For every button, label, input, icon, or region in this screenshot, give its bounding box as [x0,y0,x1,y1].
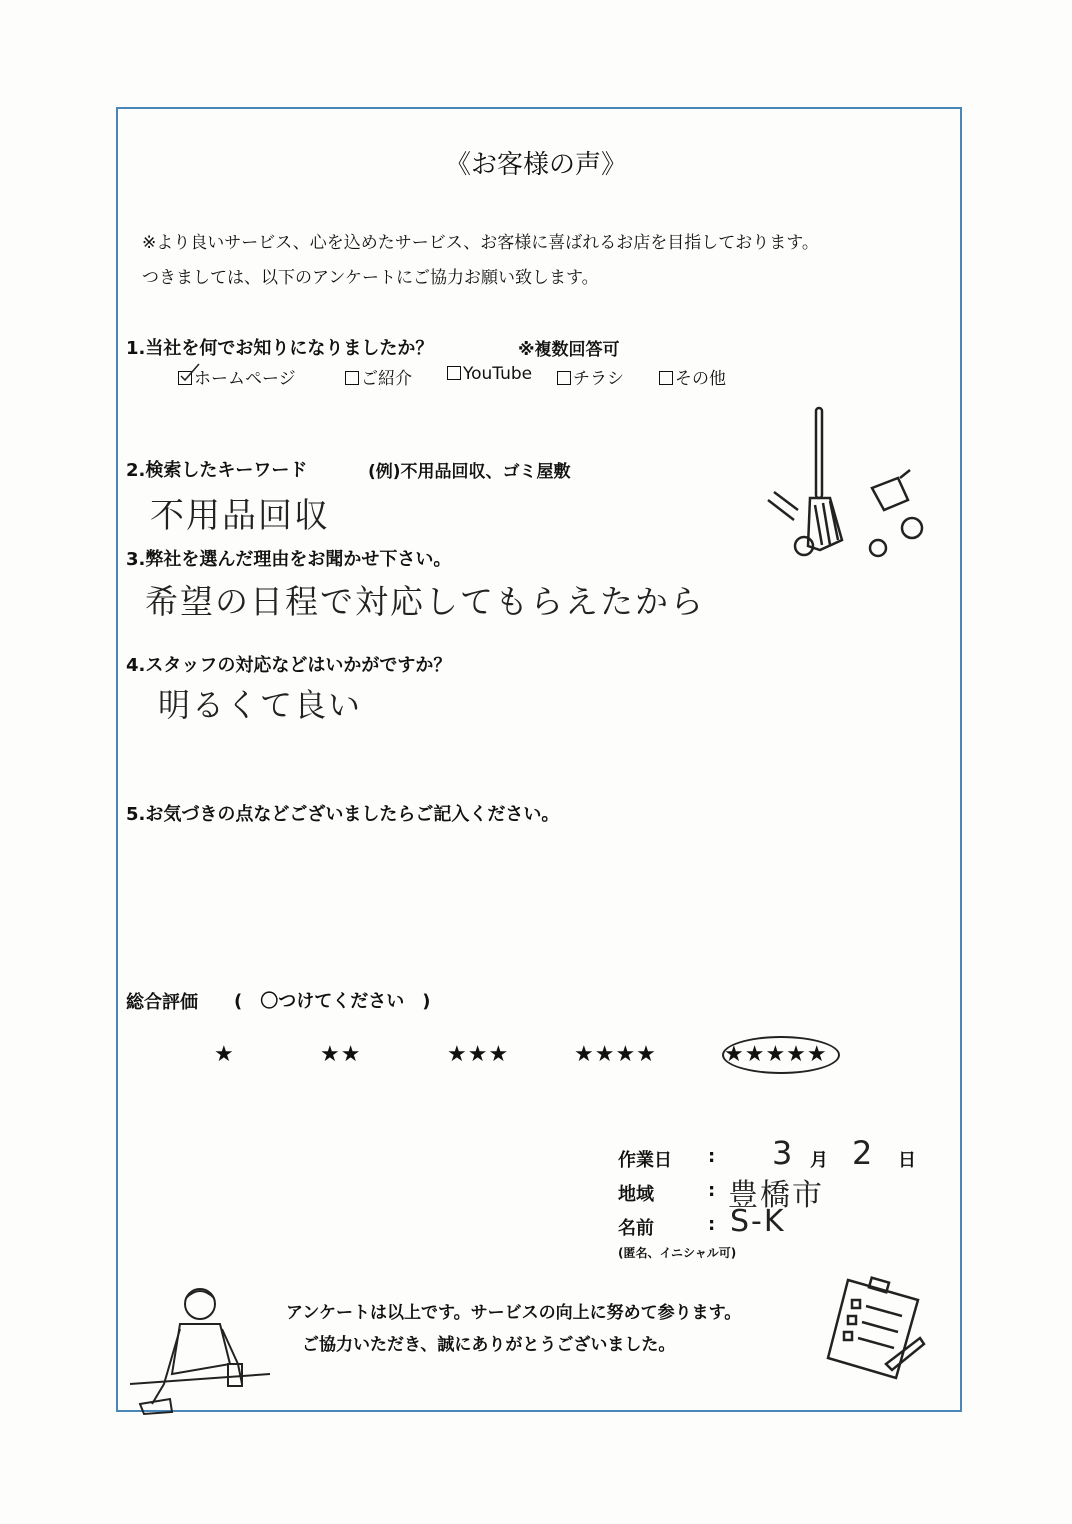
q2-label: 2.検索したキーワード [126,460,308,481]
option-other[interactable]: その他 [659,364,726,389]
day-unit: 日 [898,1150,916,1171]
rating-5-stars[interactable]: ★★★★★ [724,1042,828,1067]
option-flyer[interactable]: チラシ [557,364,624,389]
month-value[interactable]: 3 [772,1134,795,1172]
q3-answer[interactable]: 希望の日程で対応してもらえたから [145,582,705,621]
q3-label: 3.弊社を選んだ理由をお聞かせ下さい。 [126,549,452,570]
option-youtube[interactable]: YouTube [447,364,532,384]
option-referral[interactable]: ご紹介 [345,364,412,389]
cleaning-person-icon [130,1284,275,1419]
rating-4-stars[interactable]: ★★★★ [574,1042,657,1067]
q5-label: 5.お気づきの点などございましたらご記入ください。 [126,804,560,825]
checkbox[interactable] [345,371,359,385]
q2-example: (例)不用品回収、ゴミ屋敷 [368,462,571,482]
closing-line-1: アンケートは以上です。サービスの向上に努めて参ります。 [286,1303,742,1323]
broom-dustpan-icon [760,400,940,560]
rating-2-stars[interactable]: ★★ [320,1042,362,1067]
option-homepage[interactable]: ホームページ [178,364,296,389]
area-label: 地域 [618,1184,654,1205]
area-value[interactable]: 豊橋市 [728,1178,824,1213]
rating-instruction: ( 〇つけてください ) [234,991,431,1012]
rating-selection-circle [722,1036,840,1074]
q1-note: ※複数回答可 [518,340,620,360]
page-title: 《お客様の声》 [444,150,627,180]
checkbox[interactable] [447,366,461,380]
q4-label: 4.スタッフの対応などはいかがですか？ [126,655,452,676]
rating-label: 総合評価 [126,992,198,1013]
rating-1-star[interactable]: ★ [214,1042,235,1067]
name-label: 名前 [618,1218,654,1239]
colon: : [708,1214,716,1235]
colon: : [708,1180,716,1201]
date-label: 作業日 [618,1150,672,1171]
q2-answer[interactable]: 不用品回収 [150,496,330,536]
month-unit: 月 [810,1150,828,1171]
checkbox[interactable] [659,371,673,385]
name-note: (匿名、イニシャル可) [618,1246,737,1260]
day-value[interactable]: 2 [852,1134,875,1172]
q1-label: 1.当社を何でお知りになりましたか？ [126,338,434,359]
form-frame [116,107,962,1412]
checkmark-icon [179,362,201,384]
clipboard-icon [826,1274,926,1384]
closing-line-2: ご協力いただき、誠にありがとうございました。 [302,1335,676,1355]
intro-line-1: ※より良いサービス、心を込めたサービス、お客様に喜ばれるお店を目指しております。 [142,233,819,253]
checkbox[interactable] [557,371,571,385]
intro-line-2: つきましては、以下のアンケートにご協力お願い致します。 [142,268,599,288]
colon: : [708,1146,716,1167]
rating-3-stars[interactable]: ★★★ [447,1042,510,1067]
checkbox-checked[interactable] [178,371,192,385]
q4-answer[interactable]: 明るくて良い [158,686,363,724]
name-value[interactable]: S-K [730,1204,786,1239]
